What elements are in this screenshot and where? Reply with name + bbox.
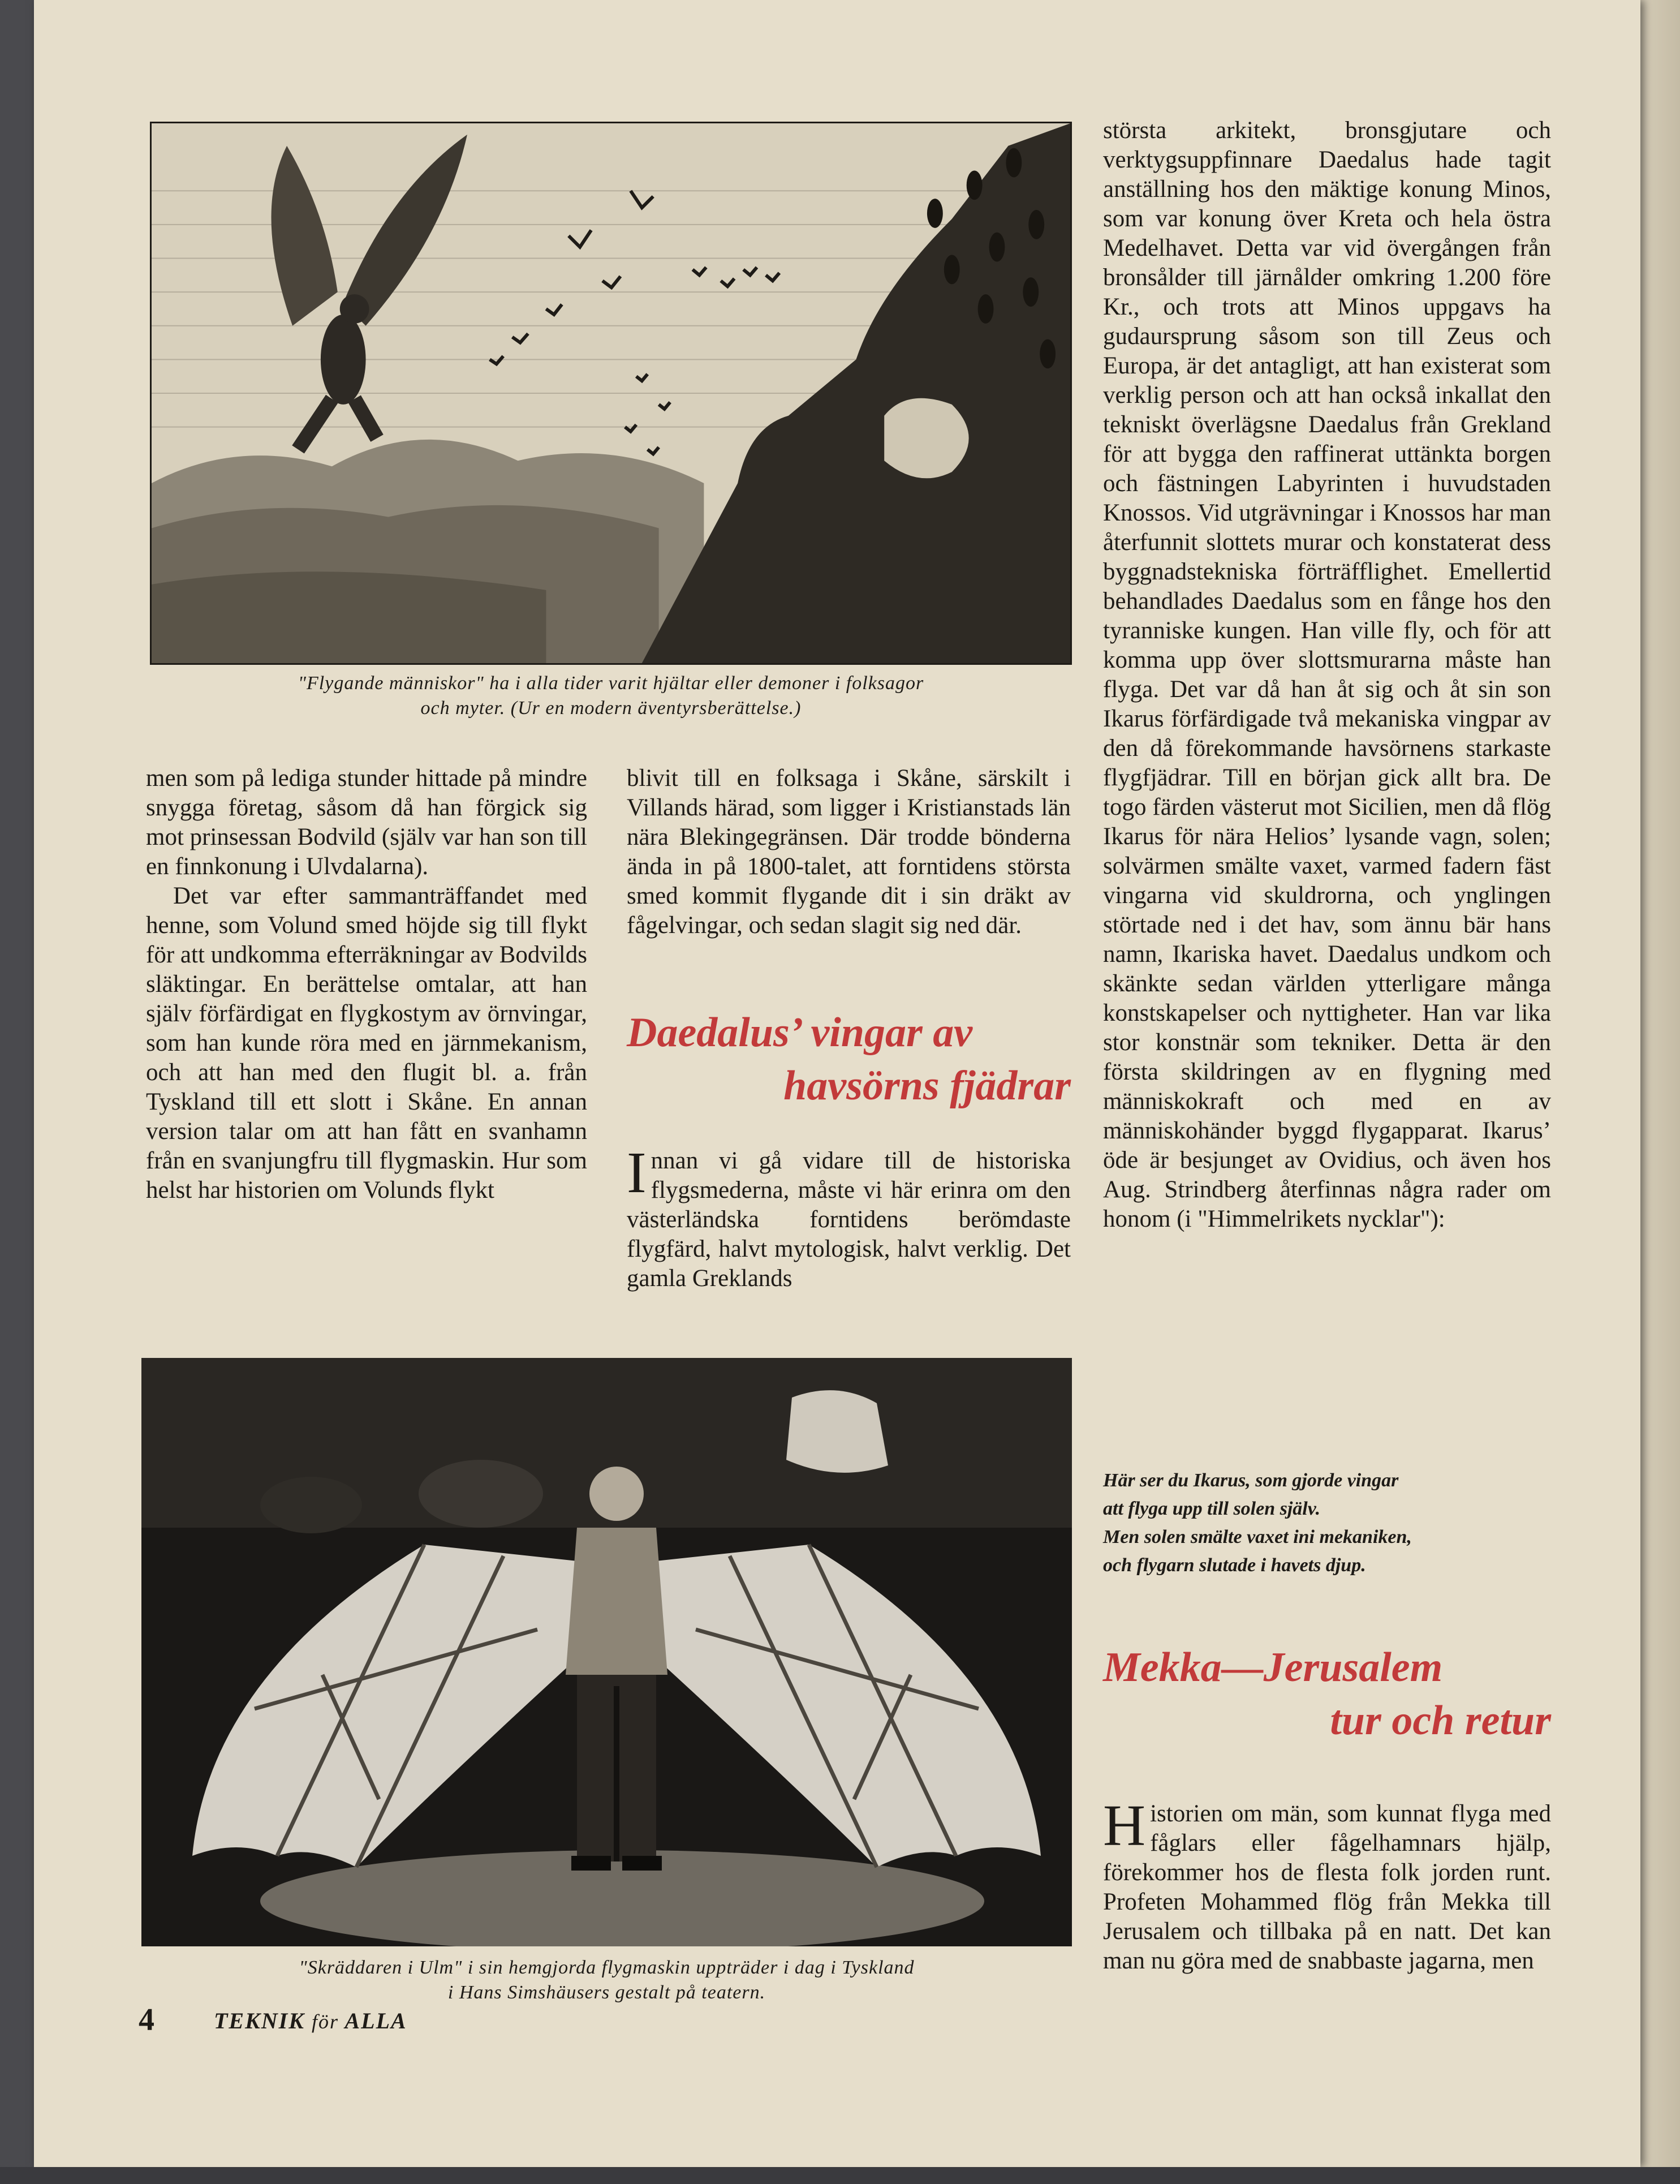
- magazine-title: [214, 2007, 407, 2034]
- caption-line: "Skräddaren i Ulm" i sin hemgjorda flygmaskin uppträder i dag i Tyskland: [299, 1957, 915, 1978]
- caption-line: och myter. (Ur en modern äventyrsberättelse.): [420, 698, 802, 719]
- caption-line: i Hans Simshäusers gestalt på teatern.: [447, 1982, 766, 2003]
- caption-line: "Flygande människor" ha i alla tider varit hjältar eller demoner i folksagor: [298, 673, 924, 694]
- section-heading-daedalus: [627, 1006, 1071, 1112]
- paragraph: [1103, 1793, 1551, 1976]
- paragraph: [627, 1140, 1071, 1293]
- magazine-title-part: ALLA: [344, 2008, 407, 2033]
- heading-line: Daedalus’ vingar av: [627, 1009, 973, 1056]
- bottom-figure-caption: [141, 1955, 1072, 2005]
- middle-column-top: [627, 764, 1071, 940]
- top-figure-caption: [150, 671, 1072, 721]
- middle-column-bottom: [627, 1140, 1071, 1293]
- paragraph: blivit till en folksaga i Skåne, särskilt i Villands härad, som ligger i Kristianstads län nära Blekingegränsen. Där trodde bönderna ända in på 1800-talet, att forntidens största smed kommit flygande dit i sin dräkt av fågelvingar, och sedan slagit sig ned där.: [627, 765, 1071, 939]
- right-column-top: [1103, 116, 1551, 1234]
- flying-men-illustration: [150, 122, 1072, 665]
- heading-line: tur och retur: [1330, 1697, 1551, 1744]
- left-column: [146, 764, 587, 1205]
- drop-cap: H: [1103, 1793, 1146, 1858]
- paragraph: största arkitekt, bronsgjutare och verktygsuppfinnare Daedalus hade tagit anställning hos den mäktige konung Minos, som var konung över Kreta och hela östra Medelhavet. Detta var vid övergången från bronsålder till järnålder omkring 1.200 före Kr., och trots att Minos uppgavs ha gudaursprung såsom son till Zeus och Europa, är det antagligt, att han existerat som verklig person och att han också inkallat den tekniskt överlägsne Daedalus från Grekland för att bygga den raffinerat uttänkta borgen och fästningen Labyrinten i huvudstaden Knossos. Vid utgrävningar i Knossos har man återfunnit slottets murar och konstaterat dess byggnadstekniska förträfflighet. Emellertid behandlades Daedalus som en fånge hos den tyranniske kungen. Han ville fly, och för att komma upp över slottsmurarna måste han flyga. Det var då han åt sig och åt sin son Ikarus förfärdigade två mekaniska vingpar av den då förekommande havsörnens starkaste flygfjädrar. Till en början gick allt bra. De togo färden västerut mot Sicilien, men då flög Ikarus för nära Helios’ lysande vagn, solen; solvärmen smälte vaxet, varmed fadern fäst vingarna vid skuldrorna, och ynglingen störtade ned i det hav, som ännu bär hans namn, Ikariska havet. Daedalus undkom och skänkte sedan världen ytterligare många konstskapelser och nyttigheter. Han var lika stor konstnär som tekniker. Detta är den första skildringen av en flygning med människokraft och med en av människohänder byggd flygapparat. Ikarus’ öde är besjunget av Ovidius, och även hos Aug. Strindberg återfinnas några rader om honom (i "Himmelrikets nycklar"):: [1103, 117, 1551, 1232]
- poem-line: Men solen smälte vaxet ini mekaniken,: [1103, 1527, 1412, 1547]
- magazine-title-part: TEKNIK: [214, 2008, 305, 2033]
- poem-line: att flyga upp till solen själv.: [1103, 1498, 1321, 1519]
- tailor-of-ulm-photo: [141, 1358, 1072, 1946]
- magazine-title-part: för: [311, 2010, 339, 2033]
- paragraph-text: nnan vi gå vidare till de historiska flygsmederna, måste vi här erinra om den västerländska forntidens berömdaste flygfärd, halvt mytologisk, halvt verklig. Det gamla Greklands: [627, 1147, 1071, 1292]
- strindberg-poem: [1103, 1467, 1551, 1580]
- paragraph: Det var efter sammanträffandet med henne, som Volund smed höjde sig till flykt för att undkomma efterräkningar av Bodvilds släktingar. En berättelse omtalar, att han själv förfärdigat en flygkostym av örnvingar, som han kunde röra med en järnmekanism, och att han med den flugit bl. a. från Tyskland till ett slott i Skåne. En annan version talar om att han fått en svanhamn från en svanjungfru till flygmaskin. Hur som helst har historien om Volunds flykt: [146, 883, 587, 1203]
- page-number: 4: [139, 2002, 154, 2037]
- drop-cap: I: [627, 1140, 647, 1205]
- background-strip: [0, 2167, 1680, 2184]
- paragraph: men som på lediga stunder hittade på mindre snygga företag, såsom då han förgick sig mot prinsessan Bodvild (själv var han son till en finnkonung i Ulvdalarna).: [146, 765, 587, 880]
- heading-line: havsörns fjädrar: [783, 1063, 1071, 1109]
- paragraph-text: istorien om män, som kunnat flyga med fåglars eller fågelhamnars hjälp, förekommer hos de flesta folk jorden runt. Profeten Mohammed flög från Mekka till Jerusalem och tillbaka på en natt. Det kan man nu göra med de snabbaste jagarna, men: [1103, 1800, 1551, 1974]
- section-heading-mekka: [1103, 1641, 1551, 1747]
- poem-line: och flygarn slutade i havets djup.: [1103, 1555, 1366, 1576]
- heading-line: Mekka—Jerusalem: [1103, 1644, 1443, 1691]
- poem-line: Här ser du Ikarus, som gjorde vingar: [1103, 1470, 1399, 1491]
- right-column-bottom: [1103, 1793, 1551, 1976]
